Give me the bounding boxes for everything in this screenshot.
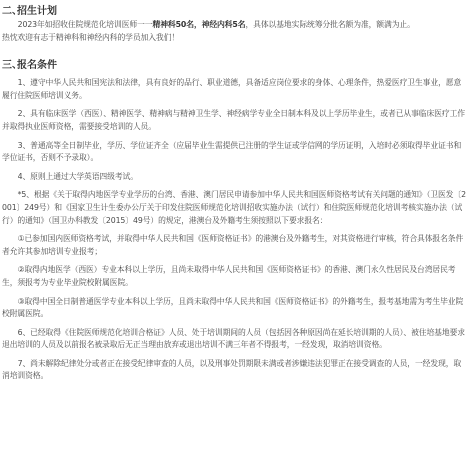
- welcome-paragraph: 热忱欢迎有志于精神科和神经内科的学员加入我们！: [2, 32, 180, 42]
- quota-neurology: 神经内科5名: [201, 20, 246, 29]
- section-number: 三、: [2, 60, 22, 72]
- requirement-item: 7、尚未解除纪律处分或者正在接受纪律审查的人员，以及刑事处罚期限未满或者涉嫌违法犯罪正在接受调查的人员，一经发现，取消培训资格。: [2, 358, 462, 381]
- quota-separator: ，: [193, 20, 202, 29]
- section-heading-requirements: [2, 54, 466, 73]
- requirement-item: 6、已经取得《住院医师规范化培训合格证》人员、处于培训期间的人员（包括因各种原因尚在延长培训期的人员）、被住培基地要求退出培训的人员及以前报名被录取后无正当理由放弃或退出培训不满三年者不得报考，一经发现，取消培训资格。: [2, 327, 465, 350]
- requirement-item: 3、普通高等全日制毕业，学历、学位证齐全（应届毕业生需提供已注册的学生证或学信网的学历证明，入培时必须取得毕业证书和学位证书，否则不予录取）。: [2, 140, 462, 163]
- requirement-item: 4、原则上通过大学英语四级考试。: [17, 171, 138, 181]
- requirement-item: *5、根据《关于取得内地医学专业学历的台湾、香港、澳门居民申请参加中华人民共和国医师资格考试有关问题的通知》（卫医发〔2001〕249号）和《国家卫生计生委办公厅关于印发住院医师规范化培训招收实施办法（试行）和住院医师规范化培训考核实施办法（试行）的通知》（国卫办科教发〔2015〕49号）的规定，港澳台及外籍考生须按照以下要求报名：: [2, 190, 466, 225]
- requirement-item: 2、具有临床医学（西医）、精神医学、精神病与精神卫生学、神经病学专业全日制本科及以上学历毕业生，或者已从事临床医疗工作并取得执业医师资格，需要接受培训的人员。: [2, 109, 465, 131]
- paragraph-text: ，具体以基地实际统筹分批名额为准，额满为止。: [245, 20, 415, 29]
- section-heading-enrollment-plan: [2, 0, 466, 19]
- enrollment-plan-paragraph: [2, 19, 466, 32]
- quota-psychiatry: 精神科50名: [152, 20, 194, 29]
- paragraph-text: 2023年如招收住院规范化培训医师一一: [17, 20, 153, 29]
- requirement-item: ③取得中国全日制普通医学专业本科以上学历，且尚未取得中华人民共和国《医师资格证书》的外籍考生，报考基地需为考生毕业院校附属医院。: [2, 296, 464, 319]
- requirement-item: 1、遵守中华人民共和国宪法和法律，具有良好的品行、职业道德，具备适应岗位要求的身体、心理条件，热爱医疗卫生事业，愿意履行住院医师培训义务。: [2, 78, 462, 100]
- section-title: 招生计划: [17, 6, 57, 17]
- section-title: 报名条件: [17, 60, 57, 72]
- requirement-item: ②取得内地医学（西医）专业本科以上学历，且尚未取得中华人民共和国《医师资格证书》的香港、澳门永久性居民及台湾居民考生，须报考为专业毕业院校附属医院。: [2, 265, 456, 287]
- section-number: 二、: [2, 6, 22, 17]
- requirement-item: ①已参加国内医师资格考试，并取得中华人民共和国《医师资格证书》的港澳台及外籍考生，对其资格进行审核，符合具体报名条件者允许其参加培训专业报考；: [2, 234, 464, 256]
